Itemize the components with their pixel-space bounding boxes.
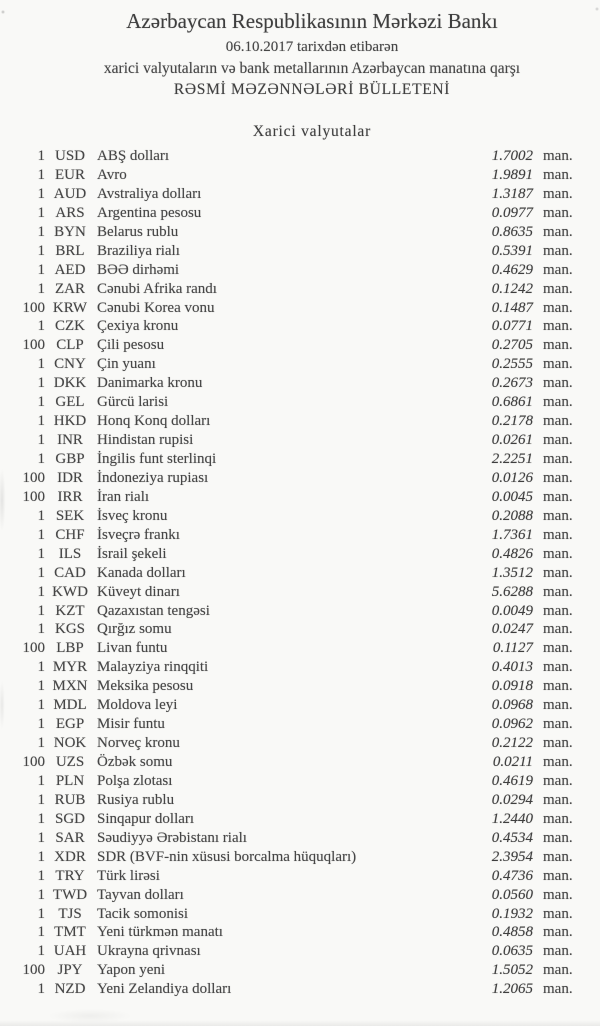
rate-value: 0.0968: [491, 697, 533, 714]
quantity: 1: [37, 394, 45, 411]
quantity: 1: [37, 242, 45, 259]
bulletin-title: RƏSMİ MƏZƏNNƏLƏRİ BÜLLETENİ: [173, 81, 451, 98]
rate-value: 0.4736: [491, 867, 533, 884]
quantity: 1: [37, 166, 45, 183]
currency-code: CNY: [54, 356, 86, 373]
unit-label: man.: [543, 848, 573, 865]
unit-label: man.: [543, 659, 573, 676]
unit-label: man.: [543, 507, 573, 524]
effective-date-line: 06.10.2017 tarixdən etibarən: [225, 39, 399, 55]
quantity: 1: [37, 735, 45, 752]
rate-row: [0, 355, 600, 374]
currency-code: AUD: [53, 185, 87, 202]
currency-code: XDR: [54, 848, 86, 865]
unit-label: man.: [543, 469, 573, 486]
unit-label: man.: [543, 772, 573, 789]
currency-name: Yeni türkmən manatı: [97, 924, 223, 941]
currency-code: ARS: [55, 204, 85, 221]
currency-code: TJS: [58, 905, 82, 922]
unit-label: man.: [543, 375, 573, 392]
currency-code: MDL: [53, 697, 87, 714]
quantity: 1: [37, 848, 45, 865]
currency-code: BRL: [55, 242, 85, 259]
currency-code: ZAR: [55, 280, 85, 297]
currency-code: KRW: [52, 299, 88, 316]
currency-name: Kanada dolları: [97, 564, 186, 581]
currency-code: BYN: [54, 223, 86, 240]
unit-label: man.: [543, 829, 573, 846]
currency-name: Avro: [97, 166, 127, 183]
quantity: 1: [37, 148, 45, 164]
currency-code: RUB: [54, 791, 86, 808]
rate-row: [0, 602, 600, 621]
rate-row: [0, 677, 600, 696]
rate-row: [0, 564, 600, 583]
quantity: 1: [37, 318, 45, 335]
quantity: 1: [37, 772, 45, 789]
rate-value: 0.0918: [491, 678, 533, 695]
rate-row: [0, 223, 600, 242]
unit-label: man.: [543, 413, 573, 430]
unit-label: man.: [543, 583, 573, 600]
quantity: 1: [37, 886, 45, 903]
quantity: 1: [37, 678, 45, 695]
rate-value: 1.3187: [491, 185, 533, 202]
quantity: 1: [37, 432, 45, 449]
rate-row: [0, 299, 600, 318]
unit-label: man.: [543, 318, 573, 335]
rate-value: 5.6288: [491, 583, 533, 600]
quantity: 1: [37, 564, 45, 581]
rate-row: [0, 204, 600, 223]
quantity: 1: [37, 697, 45, 714]
rate-value: 0.2705: [491, 337, 533, 354]
rate-row: [0, 185, 600, 204]
currency-code: INR: [57, 432, 83, 449]
currency-code: KZT: [55, 602, 85, 619]
rate-row: [0, 905, 600, 924]
rate-row: [0, 961, 600, 980]
unit-label: man.: [543, 754, 573, 770]
unit-label: man.: [543, 299, 573, 316]
rate-row: [0, 261, 600, 280]
currency-name: Çexiya kronu: [97, 318, 179, 335]
unit-label: man.: [543, 432, 573, 449]
currency-name: Argentina pesosu: [97, 204, 202, 221]
rate-value: 0.0247: [491, 621, 533, 638]
bank-title: Azərbaycan Respublikasının Mərkəzi Bankı: [126, 9, 498, 33]
rate-value: 0.4013: [491, 659, 533, 676]
rate-row: [0, 753, 600, 772]
currency-code: TWD: [52, 886, 88, 903]
rate-value: 0.0560: [491, 886, 533, 903]
currency-name: Danimarka kronu: [97, 375, 203, 392]
rate-value: 0.5391: [491, 242, 533, 259]
currency-code: IDR: [57, 469, 83, 486]
currency-code: MYR: [52, 659, 88, 676]
unit-label: man.: [543, 810, 573, 827]
unit-label: man.: [543, 735, 573, 752]
rate-value: 1.9891: [491, 166, 533, 183]
unit-label: man.: [543, 223, 573, 240]
unit-label: man.: [543, 166, 573, 183]
quantity: 1: [37, 223, 45, 240]
quantity: 1: [37, 583, 45, 600]
currency-code: UZS: [55, 754, 85, 770]
quantity: 1: [37, 810, 45, 827]
currency-name: Belarus rublu: [97, 223, 179, 240]
unit-label: man.: [543, 204, 573, 221]
quantity: 1: [37, 185, 45, 202]
currency-code: SEK: [55, 507, 85, 524]
currency-code: CHF: [55, 526, 85, 543]
rate-value: 2.2251: [491, 451, 533, 467]
rate-value: 0.0635: [491, 943, 533, 960]
rate-row: [0, 620, 600, 639]
currency-name: Çin yuanı: [97, 356, 156, 373]
currency-code: GEL: [55, 394, 85, 411]
currency-name: Avstraliya dolları: [97, 185, 202, 202]
rate-row: [0, 507, 600, 526]
rate-row: [0, 734, 600, 753]
currency-code: TRY: [55, 867, 85, 884]
currency-name: Livan funtu: [97, 640, 168, 657]
currency-code: UAH: [53, 943, 87, 960]
quantity: 100: [22, 337, 45, 354]
currency-name: Gürcü larisi: [97, 394, 169, 411]
currency-name: Türk lirəsi: [97, 867, 160, 884]
currency-name: Cənubi Afrika randı: [97, 280, 217, 297]
rate-row: [0, 393, 600, 412]
rate-row: [0, 980, 600, 999]
unit-label: man.: [543, 356, 573, 373]
quantity: 1: [37, 981, 45, 998]
rate-value: 0.6861: [491, 394, 533, 411]
rate-row: [0, 469, 600, 488]
rate-row: [0, 280, 600, 299]
quantity: 1: [37, 545, 45, 562]
currency-code: JPY: [57, 962, 83, 979]
currency-code: DKK: [53, 375, 87, 392]
currency-name: Ukrayna qrivnası: [97, 943, 201, 960]
rate-value: 0.0049: [491, 602, 533, 619]
rates-table: [0, 147, 600, 999]
quantity: 100: [22, 962, 45, 979]
rate-value: 0.0294: [491, 791, 533, 808]
currency-name: Rusiya rublu: [97, 791, 175, 808]
rate-value: 0.4858: [491, 924, 533, 941]
currency-name: Yapon yeni: [97, 962, 166, 979]
unit-label: man.: [543, 981, 573, 998]
unit-label: man.: [543, 886, 573, 903]
rate-value: 1.7361: [491, 526, 533, 543]
rate-value: 0.1242: [491, 280, 533, 297]
quantity: 1: [37, 791, 45, 808]
quantity: 1: [37, 905, 45, 922]
section-title-foreign-currencies: Xarici valyutalar: [252, 123, 372, 140]
currency-code: TMT: [54, 924, 86, 941]
quantity: 100: [22, 488, 45, 505]
rate-value: 0.2088: [491, 507, 533, 524]
currency-name: Küveyt dinarı: [97, 583, 180, 600]
rate-value: 0.0261: [491, 432, 533, 449]
rate-value: 0.4534: [491, 829, 533, 846]
unit-label: man.: [543, 488, 573, 505]
unit-label: man.: [543, 962, 573, 979]
currency-code: CZK: [55, 318, 85, 335]
rate-row: [0, 867, 600, 886]
currency-code: USD: [54, 148, 85, 164]
quantity: 1: [37, 375, 45, 392]
rate-row: [0, 374, 600, 393]
currency-name: Cənubi Korea vonu: [97, 299, 215, 316]
quantity: 1: [37, 356, 45, 373]
currency-name: İran rialı: [97, 488, 150, 505]
currency-code: AED: [54, 261, 86, 278]
rate-row: [0, 639, 600, 658]
unit-label: man.: [543, 867, 573, 884]
currency-name: Polşa zlotası: [97, 772, 173, 789]
currency-name: Tayvan dolları: [97, 886, 184, 903]
currency-code: EUR: [55, 166, 85, 183]
quantity: 1: [37, 507, 45, 524]
currency-name: SDR (BVF-nin xüsusi borcalma hüquqları): [97, 848, 357, 865]
currency-code: SGD: [54, 810, 85, 827]
unit-label: man.: [543, 621, 573, 638]
rate-row: [0, 431, 600, 450]
currency-name: Hindistan rupisi: [97, 432, 194, 449]
rate-row: [0, 526, 600, 545]
rate-value: 0.0962: [491, 716, 533, 733]
rate-value: 0.4826: [491, 545, 533, 562]
currency-code: LBP: [56, 640, 84, 657]
quantity: 100: [22, 754, 45, 770]
currency-name: İndoneziya rupiası: [97, 469, 209, 486]
currency-name: Meksika pesosu: [97, 678, 194, 695]
rate-row: [0, 886, 600, 905]
rate-value: 0.2555: [491, 356, 533, 373]
quantity: 1: [37, 204, 45, 221]
rate-value: 0.0211: [492, 754, 533, 770]
rate-value: 0.1127: [492, 640, 533, 657]
rate-row: [0, 545, 600, 564]
rate-value: 0.2178: [491, 413, 533, 430]
unit-label: man.: [543, 394, 573, 411]
currency-code: NOK: [53, 735, 87, 752]
currency-name: Qırğız somu: [97, 621, 172, 638]
currency-code: HKD: [53, 413, 87, 430]
currency-name: İsveç kronu: [97, 507, 168, 524]
rate-row: [0, 810, 600, 829]
quantity: 1: [37, 943, 45, 960]
currency-name: Səudiyyə Ərəbistanı rialı: [97, 829, 247, 846]
rate-row: [0, 791, 600, 810]
rate-value: 0.8635: [491, 223, 533, 240]
quantity: 1: [37, 716, 45, 733]
unit-label: man.: [543, 526, 573, 543]
quantity: 1: [37, 261, 45, 278]
currency-name: Misir funtu: [97, 716, 165, 733]
currency-code: MXN: [52, 678, 88, 695]
unit-label: man.: [543, 791, 573, 808]
unit-label: man.: [543, 678, 573, 695]
quantity: 1: [37, 867, 45, 884]
rate-value: 0.0771: [491, 318, 533, 335]
currency-name: İngilis funt sterlinqi: [97, 451, 217, 467]
currency-name: Çili pesosu: [97, 337, 165, 354]
currency-code: IRR: [57, 488, 83, 505]
currency-name: Tacik somonisi: [97, 905, 189, 922]
rate-row: [0, 317, 600, 336]
rate-value: 0.1932: [491, 905, 533, 922]
unit-label: man.: [543, 905, 573, 922]
unit-label: man.: [543, 148, 573, 164]
currency-name: Braziliya rialı: [97, 242, 180, 259]
currency-code: KGS: [54, 621, 85, 638]
rate-value: 1.3512: [491, 564, 533, 581]
unit-label: man.: [543, 242, 573, 259]
unit-label: man.: [543, 451, 573, 467]
currency-name: Sinqapur dolları: [97, 810, 195, 827]
rate-value: 2.3954: [491, 848, 533, 865]
quantity: 1: [37, 451, 45, 467]
quantity: 1: [37, 829, 45, 846]
rate-value: 1.2065: [491, 981, 533, 998]
currency-code: GBP: [55, 451, 85, 467]
currency-code: CAD: [54, 564, 86, 581]
currency-name: Malayziya rinqqiti: [97, 659, 209, 676]
quantity: 1: [37, 413, 45, 430]
currency-code: CLP: [56, 337, 84, 354]
rate-value: 0.4619: [491, 772, 533, 789]
rate-value: 0.0045: [491, 488, 533, 505]
rate-value: 0.0126: [491, 469, 533, 486]
rate-value: 1.5052: [491, 962, 533, 979]
rate-row: [0, 488, 600, 507]
rate-value: 1.2440: [491, 810, 533, 827]
currency-name: Yeni Zelandiya dolları: [97, 981, 232, 998]
quantity: 100: [22, 469, 45, 486]
rate-row: [0, 166, 600, 185]
currency-code: SAR: [55, 829, 85, 846]
rate-row: [0, 583, 600, 602]
unit-label: man.: [543, 337, 573, 354]
unit-label: man.: [543, 602, 573, 619]
quantity: 100: [22, 640, 45, 657]
quantity: 1: [37, 602, 45, 619]
currency-name: İsveçrə frankı: [97, 526, 180, 543]
quantity: 1: [37, 659, 45, 676]
rate-row: [0, 715, 600, 734]
rate-row: [0, 658, 600, 677]
currency-name: ABŞ dolları: [97, 148, 170, 164]
currency-code: EGP: [55, 716, 85, 733]
currency-name: Moldova leyi: [97, 697, 178, 714]
quantity: 1: [37, 924, 45, 941]
unit-label: man.: [543, 640, 573, 657]
unit-label: man.: [543, 697, 573, 714]
rate-row: [0, 923, 600, 942]
rate-row: [0, 147, 600, 166]
unit-label: man.: [543, 545, 573, 562]
rate-row: [0, 942, 600, 961]
rate-value: 0.2673: [491, 375, 533, 392]
rate-value: 0.2122: [491, 735, 533, 752]
unit-label: man.: [543, 943, 573, 960]
unit-label: man.: [543, 261, 573, 278]
rate-row: [0, 829, 600, 848]
rate-row: [0, 242, 600, 261]
unit-label: man.: [543, 716, 573, 733]
currency-name: Norveç kronu: [97, 735, 180, 752]
unit-label: man.: [543, 564, 573, 581]
currency-code: KWD: [52, 583, 88, 600]
currency-code: NZD: [54, 981, 86, 998]
subtitle-line: xarici valyutaların və bank metallarının Azərbaycan manatına qarşı: [103, 60, 521, 77]
currency-name: Honq Konq dolları: [97, 413, 211, 430]
currency-code: ILS: [58, 545, 82, 562]
quantity: 100: [22, 299, 45, 316]
rate-value: 0.4629: [491, 261, 533, 278]
rate-row: [0, 772, 600, 791]
rate-row: [0, 450, 600, 469]
currency-name: İsrail şekeli: [97, 545, 167, 562]
rate-row: [0, 696, 600, 715]
quantity: 1: [37, 280, 45, 297]
currency-code: PLN: [55, 772, 85, 789]
unit-label: man.: [543, 280, 573, 297]
rate-value: 1.7002: [491, 148, 533, 164]
rate-row: [0, 848, 600, 867]
quantity: 1: [37, 526, 45, 543]
rate-value: 0.1487: [491, 299, 533, 316]
currency-name: Qazaxıstan tengəsi: [97, 602, 210, 619]
rate-row: [0, 336, 600, 355]
quantity: 1: [37, 621, 45, 638]
currency-name: BƏƏ dirhəmi: [97, 261, 180, 278]
currency-name: Özbək somu: [97, 754, 173, 770]
unit-label: man.: [543, 924, 573, 941]
rate-row: [0, 412, 600, 431]
rate-value: 0.0977: [491, 204, 533, 221]
unit-label: man.: [543, 185, 573, 202]
